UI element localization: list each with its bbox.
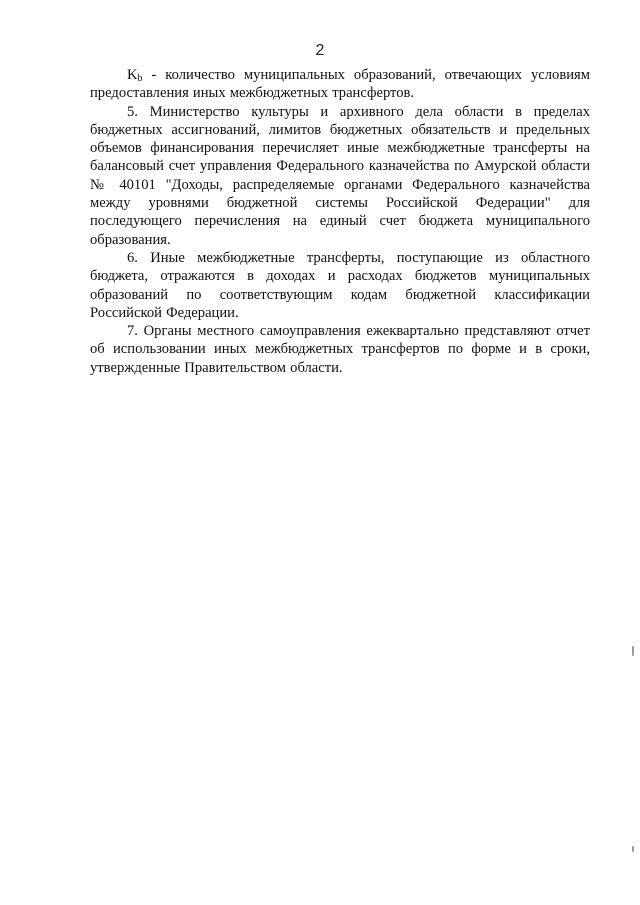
paragraph-item-7: 7. Органы местного самоуправления ежеквартально представляют отчет об использовании иных межбюджетных трансфертов по форме и в сроки, утвержденные Правительством области. bbox=[90, 323, 590, 376]
kb-definition-text: - количество муниципальных образований, отвечающих условиям предоставления иных межбюджетных трансфертов. bbox=[90, 67, 590, 102]
page-number: 2 bbox=[315, 42, 325, 59]
paragraph-kb-definition bbox=[90, 66, 590, 103]
document-body bbox=[90, 66, 590, 377]
paragraph-item-6: 6. Иные межбюджетные трансферты, поступающие из областного бюджета, отражаются в доходах и расходах бюджетов муниципальных образований по соответствующим кодам бюджетной классификации Российской Федерации. bbox=[90, 249, 590, 321]
kb-subscript: b bbox=[137, 73, 143, 84]
kb-symbol: K bbox=[127, 67, 138, 83]
paragraph-item-5: 5. Министерство культуры и архивного дела области в пределах бюджетных ассигнований, лимитов бюджетных обязательств и предельных объемов финансирования перечисляет иные межбюджетные трансферты на балансовый счет управления Федерального казначейства по Амурской области № 40101 "Доходы, распределяемые органами Федерального казначейства между уровнями бюджетной системы Российской Федерации" для последующего перечисления на единый счет бюджета муниципального образования. bbox=[90, 103, 590, 248]
scan-edge-mark bbox=[632, 846, 634, 852]
scan-edge-mark bbox=[632, 646, 634, 656]
